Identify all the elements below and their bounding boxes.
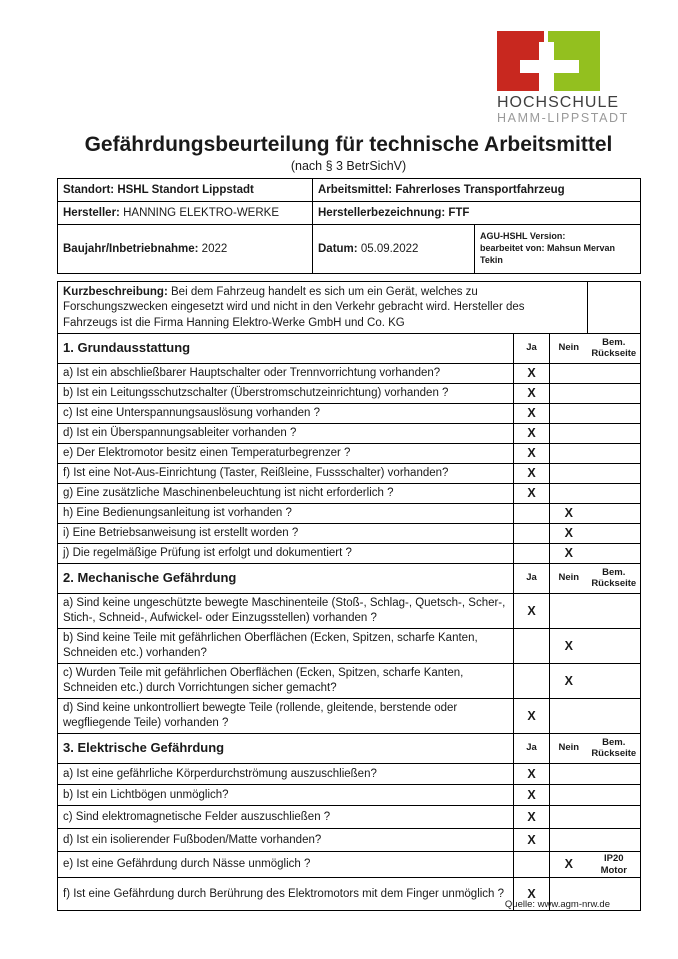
ja-mark: X [514,806,550,829]
table-row [58,484,641,504]
ja-mark: X [514,484,550,504]
bem-note [588,544,641,564]
logo-text-hamm-lippstadt: HAMM-LIPPSTADT [497,111,629,125]
nein-mark [550,829,588,852]
ja-mark: X [514,764,550,785]
nein-mark [550,785,588,806]
nein-mark [550,464,588,484]
herstellerbezeichnung-cell [313,202,641,225]
table-row [58,464,641,484]
herstellerbezeichnung-label: Herstellerbezeichnung: [318,206,446,219]
table-row [58,364,641,384]
bem-note [588,785,641,806]
logo-plus-icon [520,60,579,73]
question-label: b) Ist ein Leitungsschutzschalter (Überstromschutzeinrichtung) vorhanden ? [58,384,514,404]
column-header-nein: Nein [550,734,588,764]
ja-mark [514,504,550,524]
ja-mark [514,664,550,699]
kurzbeschreibung-side-cell [588,282,641,334]
page-title: Gefährdungsbeurteilung für technische Arbeitsmittel [84,133,613,156]
question-label: c) Wurden Teile mit gefährlichen Oberflächen (Ecken, Spitzen, scharfe Kanten, Schneiden etc.) durch Vorrichtungen sicher gemacht? [58,664,514,699]
table-row [58,699,641,734]
arbeitsmittel-cell [313,179,641,202]
ja-mark: X [514,594,550,629]
kurzbeschreibung-label: Kurzbeschreibung: [63,286,168,298]
agu-bearbeitet-von: bearbeitet von: Mahsun Mervan Tekin [480,243,616,265]
bem-note: IP20 Motor [588,852,641,878]
bem-note [588,464,641,484]
table-row [58,504,641,524]
nein-mark: X [550,524,588,544]
question-label: c) Ist eine Unterspannungsauslösung vorhanden ? [58,404,514,424]
table-row [58,594,641,629]
column-header-nein: Nein [550,334,588,364]
nein-mark [550,484,588,504]
nein-mark [550,424,588,444]
ja-mark: X [514,829,550,852]
table-row [58,444,641,464]
bem-note [588,594,641,629]
page-subtitle: (nach § 3 BetrSichV) [290,159,407,173]
nein-mark: X [550,544,588,564]
nein-mark [550,806,588,829]
bem-note [588,806,641,829]
bem-note [588,424,641,444]
bem-note [588,524,641,544]
table-row [58,544,641,564]
table-row [58,179,641,202]
question-label: a) Ist ein abschließbarer Hauptschalter oder Trennvorrichtung vorhanden? [58,364,514,384]
column-header-bem: Bem. Rückseite [588,564,641,594]
question-label: h) Eine Bedienungsanleitung ist vorhanden ? [58,504,514,524]
nein-mark [550,404,588,424]
nein-mark [550,364,588,384]
standort-value: HSHL Standort Lippstadt [117,183,254,196]
question-label: e) Der Elektromotor besitz einen Temperaturbegrenzer ? [58,444,514,464]
bem-note [588,484,641,504]
table-row [58,524,641,544]
question-label: c) Sind elektromagnetische Felder auszuschließen ? [58,806,514,829]
question-label: f) Ist eine Gefährdung durch Berührung des Elektromotors mit dem Finger unmöglich ? [58,878,514,911]
table-row [58,785,641,806]
nein-mark: X [550,664,588,699]
kurzbeschreibung-cell [58,282,588,334]
hersteller-label: Hersteller: [63,206,120,219]
question-label: a) Ist eine gefährliche Körperdurchströmung auszuschließen? [58,764,514,785]
datum-label: Datum: [318,242,358,255]
section-header-row [58,734,641,764]
agu-version-cell [475,225,641,274]
ja-mark: X [514,785,550,806]
ja-mark: X [514,384,550,404]
question-label: b) Ist ein Lichtbögen unmöglich? [58,785,514,806]
bem-note [588,384,641,404]
ja-mark: X [514,464,550,484]
kurzbeschreibung-text: Bei dem Fahrzeug handelt es sich um ein Gerät, welches zu Forschungszwecken eingesetzt wird und nicht in den Verkehr gebracht wird. Hersteller des Fahrzeugs ist die Firma Hanning Elektro-Werke GmbH und Co. KG [63,286,525,329]
question-label: f) Ist eine Not-Aus-Einrichtung (Taster, Reißleine, Fussschalter) vorhanden? [58,464,514,484]
equipment-info-table [57,178,641,274]
question-label: j) Die regelmäßige Prüfung ist erfolgt und dokumentiert ? [58,544,514,564]
hersteller-cell [58,202,313,225]
kurzbeschreibung-row [58,282,641,334]
column-header-bem: Bem. Rückseite [588,334,641,364]
column-header-nein: Nein [550,564,588,594]
source-note: Quelle: www.agm-nrw.de [504,899,610,910]
nein-mark [550,699,588,734]
bem-note [588,764,641,785]
ja-mark: X [514,699,550,734]
ja-mark [514,852,550,878]
datum-cell [313,225,475,274]
ja-mark [514,544,550,564]
baujahr-value: 2022 [201,242,228,255]
ja-mark: X [514,878,550,911]
question-label: i) Eine Betriebsanweisung ist erstellt worden ? [58,524,514,544]
table-row [58,664,641,699]
baujahr-label: Baujahr/Inbetriebnahme: [63,242,199,255]
ja-mark [514,524,550,544]
bem-note [588,629,641,664]
bem-note [588,444,641,464]
table-row [58,806,641,829]
agu-version-label: AGU-HSHL Version: [480,231,566,242]
arbeitsmittel-label: Arbeitsmittel: [318,183,393,196]
datum-value: 05.09.2022 [360,242,419,255]
column-header-ja: Ja [514,334,550,364]
table-row [58,202,641,225]
ja-mark [514,629,550,664]
table-row [58,384,641,404]
table-row [58,764,641,785]
arbeitsmittel-value: Fahrerloses Transportfahrzeug [395,183,565,196]
question-label: g) Eine zusätzliche Maschinenbeleuchtung ist nicht erforderlich ? [58,484,514,504]
table-row [58,404,641,424]
section-title: 2. Mechanische Gefährdung [58,564,514,594]
hshl-logo-icon [497,31,601,91]
section-title: 3. Elektrische Gefährdung [58,734,514,764]
question-label: d) Ist ein Überspannungsableiter vorhanden ? [58,424,514,444]
bem-note [588,504,641,524]
question-label: e) Ist eine Gefährdung durch Nässe unmöglich ? [58,852,514,878]
baujahr-cell [58,225,313,274]
ja-mark: X [514,444,550,464]
ja-mark: X [514,404,550,424]
ja-mark: X [514,424,550,444]
table-row [58,225,641,274]
bem-note [588,364,641,384]
logo-text-hochschule: HOCHSCHULE [497,94,620,111]
ja-mark: X [514,364,550,384]
column-header-ja: Ja [514,564,550,594]
nein-mark [550,594,588,629]
bem-note [588,829,641,852]
table-row [58,629,641,664]
question-label: a) Sind keine ungeschützte bewegte Maschinenteile (Stoß-, Schlag-, Quetsch-, Scher-, Stich-, Schneid-, Aufwickel- oder Einzugsstellen) vorhanden ? [58,594,514,629]
bem-note [588,699,641,734]
nein-mark: X [550,629,588,664]
hshl-logo [497,31,642,125]
nein-mark [550,444,588,464]
question-label: d) Sind keine unkontrolliert bewegte Teile (rollende, gleitende, berstende oder wegfliegende Teile) vorhanden ? [58,699,514,734]
column-header-bem: Bem. Rückseite [588,734,641,764]
section-title: 1. Grundausstattung [58,334,514,364]
table-row [58,424,641,444]
question-label: d) Ist ein isolierender Fußboden/Matte vorhanden? [58,829,514,852]
nein-mark [550,764,588,785]
standort-cell [58,179,313,202]
nein-mark: X [550,852,588,878]
hersteller-value: HANNING ELEKTRO-WERKE [123,206,280,219]
section-header-row [58,564,641,594]
question-label: b) Sind keine Teile mit gefährlichen Oberflächen (Ecken, Spitzen, scharfe Kanten, Schneiden etc.) vorhanden? [58,629,514,664]
herstellerbezeichnung-value: FTF [448,206,470,219]
standort-label: Standort: [63,183,115,196]
column-header-ja: Ja [514,734,550,764]
bem-note [588,664,641,699]
nein-mark [550,384,588,404]
section-header-row [58,334,641,364]
bem-note [588,404,641,424]
table-row [58,829,641,852]
table-row [58,852,641,878]
nein-mark: X [550,504,588,524]
assessment-table [57,281,641,911]
